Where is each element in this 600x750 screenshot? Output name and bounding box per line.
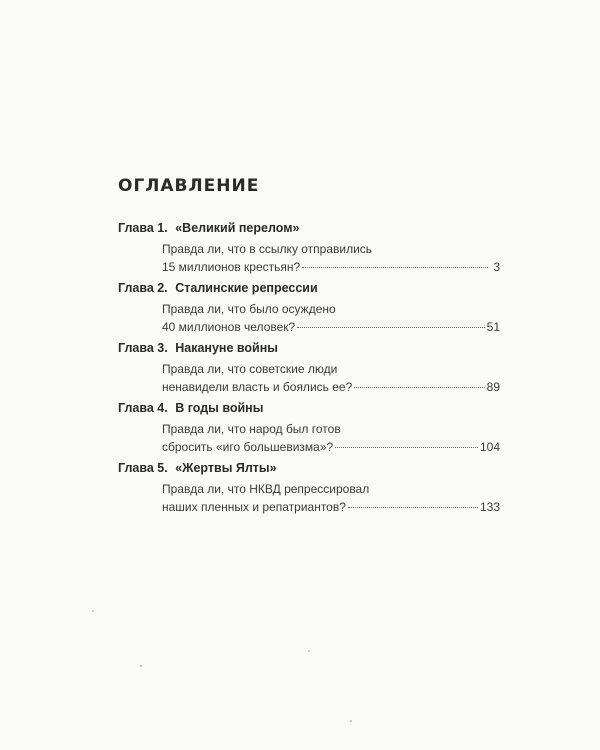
- entry-question-line2: [162, 258, 500, 276]
- page-number: 133: [479, 500, 500, 514]
- entry-question-line1: Правда ли, что НКВД репрессировал: [162, 482, 370, 496]
- entry-question-line2: [162, 378, 500, 396]
- entry-question-line1: Правда ли, что было осуждено: [162, 302, 336, 316]
- toc-entry: [162, 480, 500, 516]
- entry-question-line1: Правда ли, что народ был готов: [162, 422, 341, 436]
- page-number: 3: [493, 260, 500, 274]
- toc-chapter-5: [118, 459, 500, 516]
- chapter-number: Глава 2.: [118, 281, 168, 295]
- entry-question-text: наших пленных и репатриантов?: [162, 500, 346, 514]
- scan-speck: [92, 610, 94, 612]
- chapter-title: «Жертвы Ялты»: [175, 461, 277, 475]
- chapter-heading: [118, 339, 500, 357]
- chapter-heading: [118, 219, 500, 237]
- dot-leader: [297, 327, 484, 328]
- scan-speck: [308, 650, 310, 652]
- chapter-heading: [118, 279, 500, 297]
- entry-question-line1: Правда ли, что советские люди: [162, 362, 338, 376]
- entry-question-line1: Правда ли, что в ссылку отправились: [162, 242, 373, 256]
- entry-question-line2: [162, 438, 500, 456]
- dot-leader: [354, 387, 484, 388]
- entry-question-text: 15 миллионов крестьян?: [162, 260, 301, 274]
- chapter-number: Глава 3.: [118, 341, 168, 355]
- entry-question-text: сбросить «иго большевизма»?: [162, 440, 334, 454]
- toc-chapter-3: [118, 339, 500, 396]
- chapter-title: Сталинские репрессии: [175, 281, 318, 295]
- chapter-title: Накануне войны: [175, 341, 278, 355]
- chapter-number: Глава 5.: [118, 461, 168, 475]
- entry-question-line2: [162, 318, 500, 336]
- toc-chapter-4: [118, 399, 500, 456]
- toc-chapter-1: [118, 219, 500, 276]
- toc-entry: [162, 420, 500, 456]
- page-number: 51: [486, 320, 500, 334]
- dot-leader: [335, 447, 478, 448]
- dot-leader: [348, 507, 478, 508]
- chapter-number: Глава 4.: [118, 401, 168, 415]
- chapter-heading: [118, 399, 500, 417]
- dot-leader: [302, 267, 488, 268]
- toc-heading: ОГЛАВЛЕНИЕ: [118, 176, 260, 196]
- page-number: 89: [486, 380, 500, 394]
- entry-question-text: ненавидели власть и боялись ее?: [162, 380, 353, 394]
- entry-question-line2: [162, 498, 500, 516]
- page-number: 104: [479, 440, 500, 454]
- chapter-number: Глава 1.: [118, 221, 168, 235]
- toc-entry: [162, 300, 500, 336]
- toc-entry: [162, 240, 500, 276]
- chapter-heading: [118, 459, 500, 477]
- entry-question-text: 40 миллионов человек?: [162, 320, 296, 334]
- chapter-title: В годы войны: [175, 401, 264, 415]
- scan-speck: [140, 665, 142, 667]
- toc-entry: [162, 360, 500, 396]
- chapter-title: «Великий перелом»: [175, 221, 300, 235]
- scan-speck: [350, 720, 352, 722]
- toc-chapter-2: [118, 279, 500, 336]
